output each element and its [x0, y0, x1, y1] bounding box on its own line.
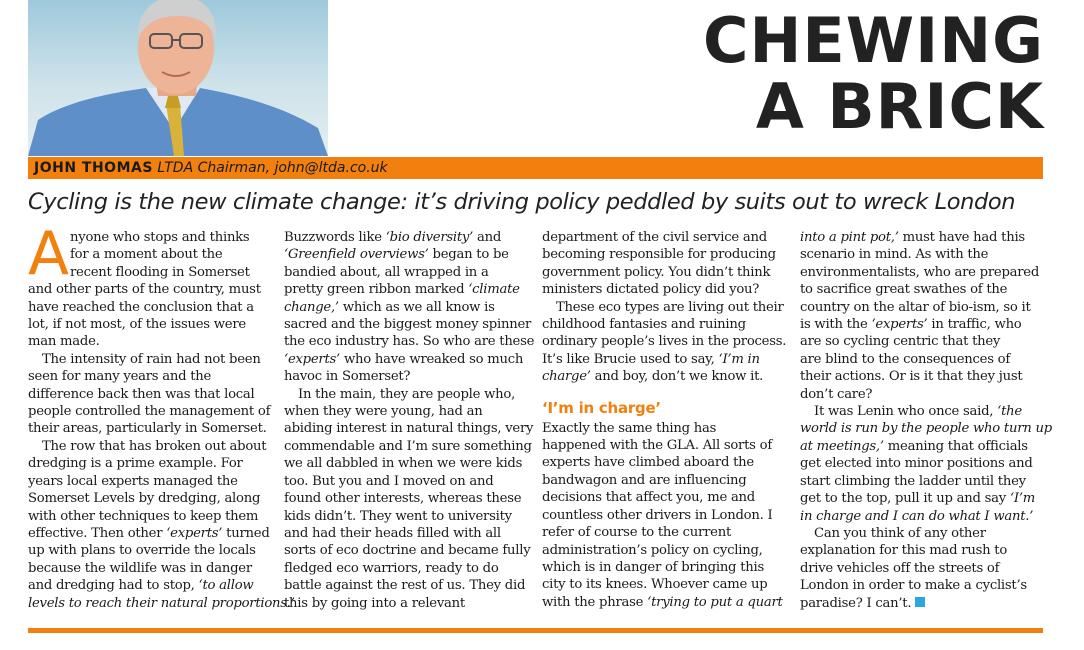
- body-line: city to its knees. Whoever came up: [542, 577, 768, 593]
- body-line: with other techniques to keep them: [28, 508, 259, 524]
- author-photo: [28, 0, 328, 156]
- body-line: for a moment about the: [70, 247, 223, 263]
- body-line: when they were young, had an: [284, 404, 483, 420]
- body-line: found other interests, whereas these: [284, 491, 522, 507]
- body-line: charge’ and boy, don’t we know it.: [542, 369, 764, 385]
- body-line: Can you think of any other: [814, 525, 986, 541]
- body-line: ministers dictated policy did you?: [542, 282, 760, 298]
- body-line: sorts of eco doctrine and became fully: [284, 543, 531, 559]
- body-line: becoming responsible for producing: [542, 247, 776, 263]
- body-line: administration’s policy on cycling,: [542, 542, 763, 558]
- body-line: world is run by the people who turn up: [800, 421, 1052, 437]
- headline-line-2: A BRICK: [755, 70, 1044, 143]
- body-line: to sacrifice great swathes of the: [800, 282, 1008, 298]
- body-line: The intensity of rain had not been: [42, 351, 261, 367]
- body-line: and dredging had to stop, ‘to allow: [28, 578, 254, 594]
- body-line: The row that has broken out about: [42, 438, 267, 454]
- body-line: don’t care?: [800, 386, 873, 402]
- body-line: levels to reach their natural proportions.’: [28, 595, 295, 611]
- body-line: drive vehicles off the streets of: [800, 560, 1000, 576]
- body-line: pretty green ribbon marked ‘climate: [284, 282, 520, 298]
- body-line: the eco industry has. So who are these: [284, 334, 535, 350]
- body-line: Exactly the same thing has: [542, 420, 717, 436]
- body-line: country on the altar of bio-ism, so it: [800, 299, 1031, 315]
- body-line: are so cycling centric that they: [800, 334, 1001, 350]
- body-line: nyone who stops and thinks: [70, 230, 250, 245]
- drop-cap: A: [28, 219, 70, 289]
- end-mark-icon: [915, 597, 925, 607]
- body-line: have reached the conclusion that a: [28, 299, 254, 315]
- body-line: is with the ‘experts’ in traffic, who: [800, 317, 1022, 333]
- body-line: havoc in Somerset?: [284, 369, 411, 385]
- article-column-1: [28, 219, 295, 612]
- body-line: Buzzwords like ‘bio diversity’ and: [284, 230, 502, 245]
- bottom-rule: [28, 628, 1043, 633]
- body-line: In the main, they are people who,: [298, 386, 516, 402]
- headline-line-1: CHEWING: [703, 4, 1044, 77]
- body-line: ordinary people’s lives in the process.: [542, 334, 787, 350]
- body-line: childhood fantasies and ruining: [542, 317, 746, 333]
- body-line: happened with the GLA. All sorts of: [542, 438, 772, 454]
- body-line: which is in danger of bringing this: [542, 559, 764, 575]
- body-line: environmentalists, who are prepared: [800, 264, 1040, 280]
- body-line: at meetings,’ meaning that officials: [800, 438, 1028, 454]
- article-column-4: [800, 229, 1052, 612]
- author-name: JOHN THOMAS: [34, 160, 153, 176]
- body-line: ‘Greenfield overviews’ began to be: [284, 247, 509, 263]
- body-line: fledged eco warriors, ready to do: [284, 560, 499, 576]
- body-line: dredging is a prime example. For: [28, 456, 243, 472]
- body-line: people controlled the management of: [28, 404, 271, 420]
- body-line: because the wildlife was in danger: [28, 560, 252, 576]
- body-line: scenario in mind. As with the: [800, 247, 989, 263]
- body-line: These eco types are living out their: [556, 299, 784, 315]
- body-line: difference back then was that local: [28, 386, 255, 402]
- body-line: their actions. Or is it that they just: [800, 369, 1023, 385]
- author-role: LTDA Chairman, john@ltda.co.uk: [157, 160, 388, 176]
- body-line: in charge and I can do what I want.’: [800, 508, 1034, 524]
- body-line: recent flooding in Somerset: [70, 264, 250, 280]
- body-line: their areas, particularly in Somerset.: [28, 421, 267, 437]
- body-line: battle against the rest of us. They did: [284, 578, 526, 594]
- body-line: kids didn’t. They went to university: [284, 508, 512, 524]
- body-line: bandwagon and are influencing: [542, 472, 747, 488]
- body-line: this by going into a relevant: [284, 595, 465, 611]
- body-line: up with plans to override the locals: [28, 543, 256, 559]
- body-line: Somerset Levels by dredging, along: [28, 491, 261, 507]
- body-line: abiding interest in natural things, very: [284, 421, 534, 437]
- article-column-2: [284, 229, 535, 612]
- body-line: London in order to make a cyclist’s: [800, 578, 1027, 594]
- body-line: paradise? I can’t.: [800, 595, 1040, 612]
- body-line: seen for many years and the: [28, 369, 212, 385]
- body-line: and other parts of the country, must: [28, 282, 261, 298]
- body-line: get elected into minor positions and: [800, 456, 1033, 472]
- body-line: get to the top, pull it up and say ‘I’m: [800, 491, 1036, 507]
- article-column-3: [542, 229, 787, 611]
- body-line: lot, if not most, of the issues were: [28, 317, 246, 333]
- body-line: bandied about, all wrapped in a: [284, 264, 489, 280]
- headline: [703, 4, 1044, 143]
- body-line: start climbing the ladder until they: [800, 473, 1026, 489]
- byline-bar: [28, 157, 1043, 179]
- body-line: effective. Then other ‘experts’ turned: [28, 525, 270, 541]
- body-line: are blind to the consequences of: [800, 351, 1010, 367]
- body-line: government policy. You didn’t think: [542, 264, 771, 280]
- body-line: It’s like Brucie used to say, ‘I’m in: [542, 351, 760, 367]
- body-line: with the phrase ‘trying to put a quart: [542, 594, 783, 610]
- body-line: and had their heads filled with all: [284, 525, 501, 541]
- body-line: years local experts managed the: [28, 473, 238, 489]
- body-line: decisions that affect you, me and: [542, 490, 755, 506]
- body-line: It was Lenin who once said, ‘the: [814, 404, 1022, 420]
- body-line: change,’ which as we all know is: [284, 299, 495, 315]
- body-line: explanation for this mad rush to: [800, 543, 1008, 559]
- body-line: too. But you and I moved on and: [284, 473, 494, 489]
- body-line: experts have climbed aboard the: [542, 455, 754, 471]
- body-line: countless other drivers in London. I: [542, 507, 773, 523]
- subhead: ‘I’m in charge’: [542, 398, 661, 417]
- body-line: department of the civil service and: [542, 230, 767, 245]
- body-line: refer of course to the current: [542, 525, 731, 541]
- body-line: sacred and the biggest money spinner: [284, 317, 532, 333]
- body-line: man made.: [28, 334, 100, 350]
- body-line: ‘experts’ who have wreaked so much: [284, 351, 524, 367]
- body-line: commendable and I’m sure something: [284, 438, 532, 454]
- body-line: into a pint pot,’ must have had this: [800, 230, 1025, 245]
- standfirst: Cycling is the new climate change: it’s driving policy peddled by suits out to wreck London: [28, 189, 1016, 215]
- body-line: we all dabbled in when we were kids: [284, 456, 523, 472]
